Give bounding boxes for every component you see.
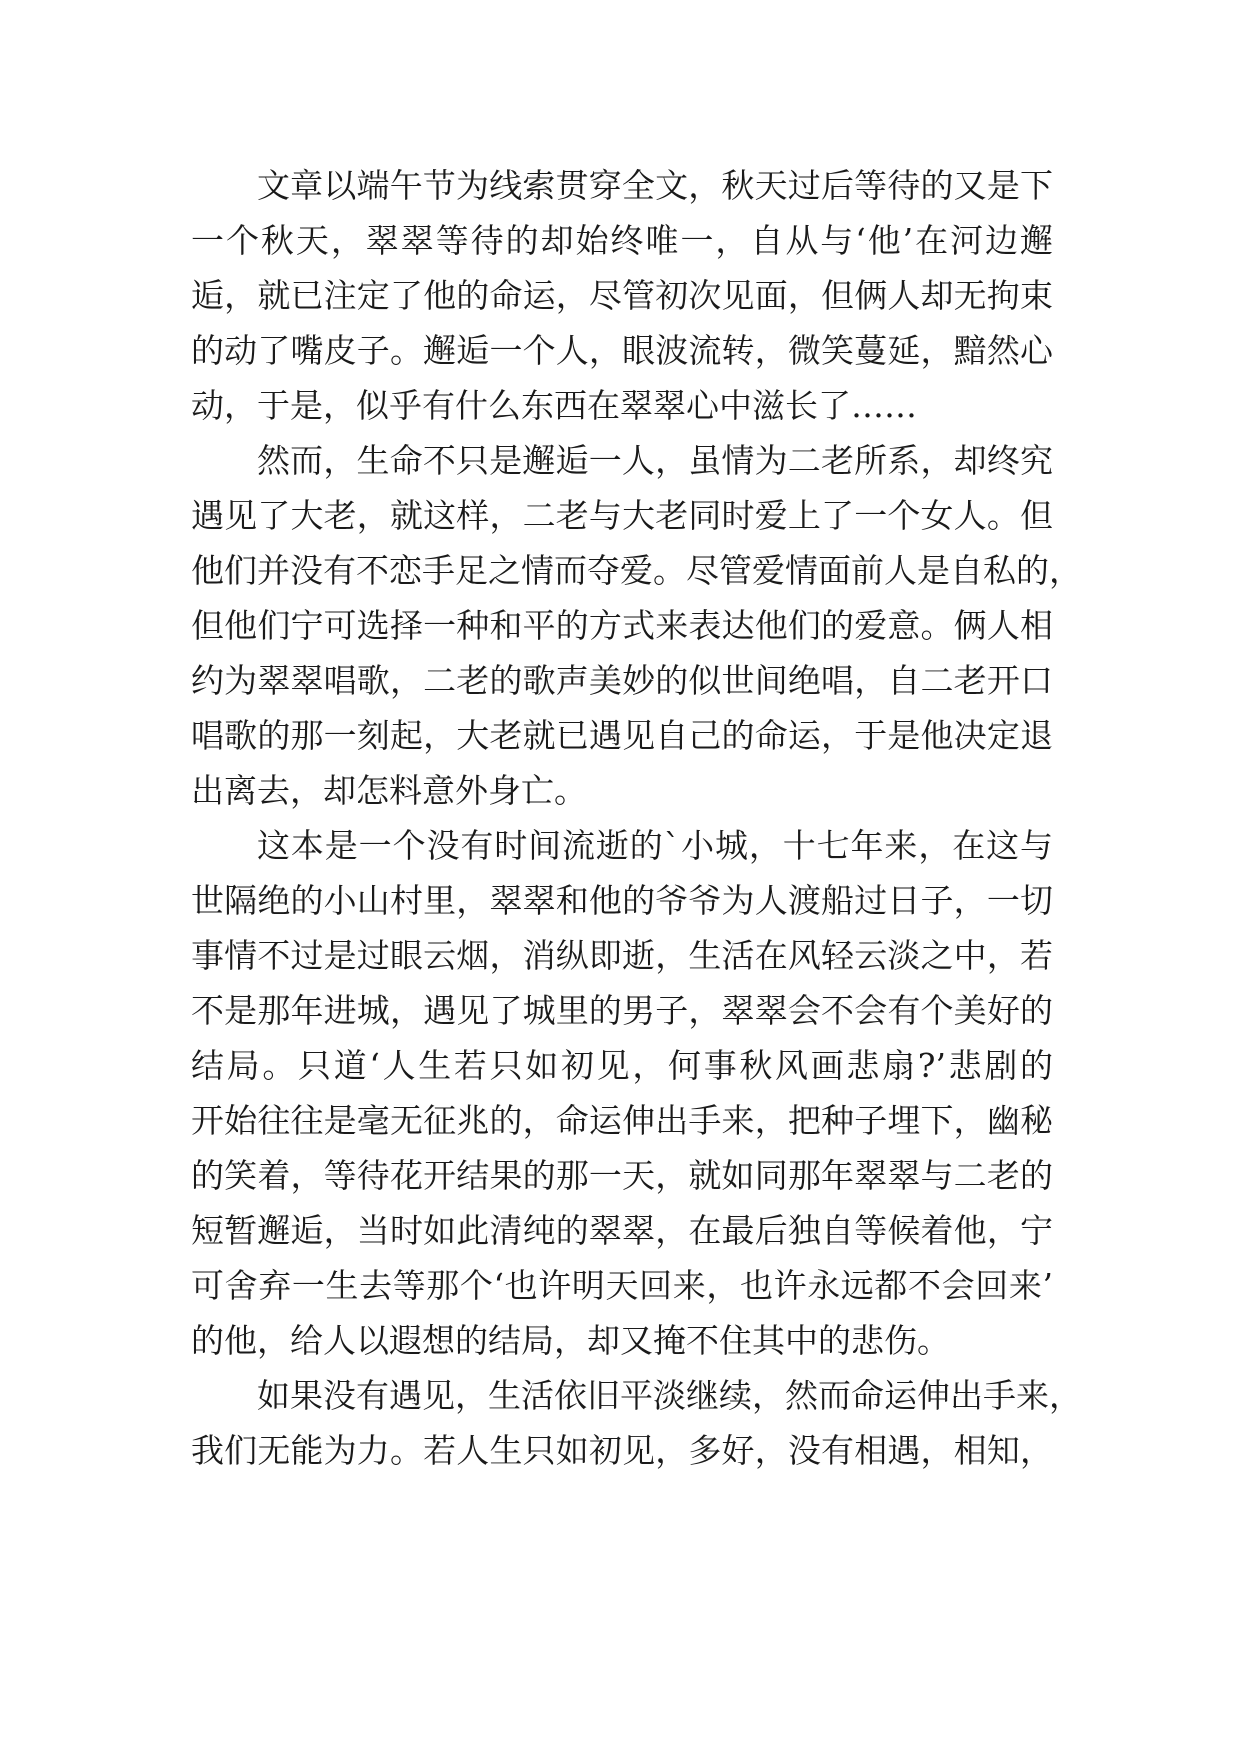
- text-line: 我们无能为力。若人生只如初见，多好，没有相遇，相知，: [191, 1431, 1053, 1470]
- text-line: 短暂邂逅，当时如此清纯的翠翠，在最后独自等候着他，宁: [191, 1211, 1053, 1250]
- paragraph-1: [191, 158, 1053, 433]
- paragraph-3: [191, 818, 1053, 1368]
- text-line: 逅，就已注定了他的命运，尽管初次见面，但俩人却无拘束: [191, 276, 1053, 315]
- text-line: 但他们宁可选择一种和平的方式来表达他们的爱意。俩人相: [191, 606, 1053, 645]
- text-line: 动，于是，似乎有什么东西在翠翠心中滋长了……: [191, 386, 917, 425]
- paragraph-2: [191, 433, 1082, 818]
- text-line: 遇见了大老，就这样，二老与大老同时爱上了一个女人。但: [191, 496, 1053, 535]
- text-line: 一个秋天，翠翠等待的却始终唯一，自从与‘他’在河边邂: [191, 221, 1053, 260]
- text-line: 的动了嘴皮子。邂逅一个人，眼波流转，微笑蔓延，黯然心: [191, 331, 1053, 370]
- text-line: 开始往往是毫无征兆的，命运伸出手来，把种子埋下，幽秘: [191, 1101, 1053, 1140]
- text-line: 世隔绝的小山村里，翠翠和他的爷爷为人渡船过日子，一切: [191, 881, 1053, 920]
- text-line: 出离去，却怎料意外身亡。: [191, 771, 587, 810]
- text-line: 唱歌的那一刻起，大老就已遇见自己的命运，于是他决定退: [191, 716, 1053, 755]
- paragraph-4: [191, 1368, 1082, 1478]
- text-line: 的他，给人以遐想的结局，却又掩不住其中的悲伤。: [191, 1321, 950, 1360]
- document-body: [191, 158, 1082, 1478]
- text-line: 文章以端午节为线索贯穿全文，秋天过后等待的又是下: [257, 166, 1053, 205]
- text-line: 的笑着，等待花开结果的那一天，就如同那年翠翠与二老的: [191, 1156, 1053, 1195]
- text-line: 可舍弃一生去等那个‘也许明天回来，也许永远都不会回来’: [191, 1266, 1053, 1305]
- text-line: 如果没有遇见，生活依旧平淡继续，然而命运伸出手来，: [257, 1376, 1082, 1415]
- text-line: 结局。只道‘人生若只如初见，何事秋风画悲扇?’悲剧的: [191, 1046, 1053, 1085]
- text-line: 事情不过是过眼云烟，消纵即逝，生活在风轻云淡之中，若: [191, 936, 1053, 975]
- text-line: 他们并没有不恋手足之情而夺爱。尽管爱情面前人是自私的，: [191, 551, 1082, 590]
- text-line: 约为翠翠唱歌，二老的歌声美妙的似世间绝唱，自二老开口: [191, 661, 1053, 700]
- text-line: 然而，生命不只是邂逅一人，虽情为二老所系，却终究: [257, 441, 1053, 480]
- text-line: 不是那年进城，遇见了城里的男子，翠翠会不会有个美好的: [191, 991, 1053, 1030]
- text-line: 这本是一个没有时间流逝的`小城，十七年来，在这与: [257, 826, 1053, 865]
